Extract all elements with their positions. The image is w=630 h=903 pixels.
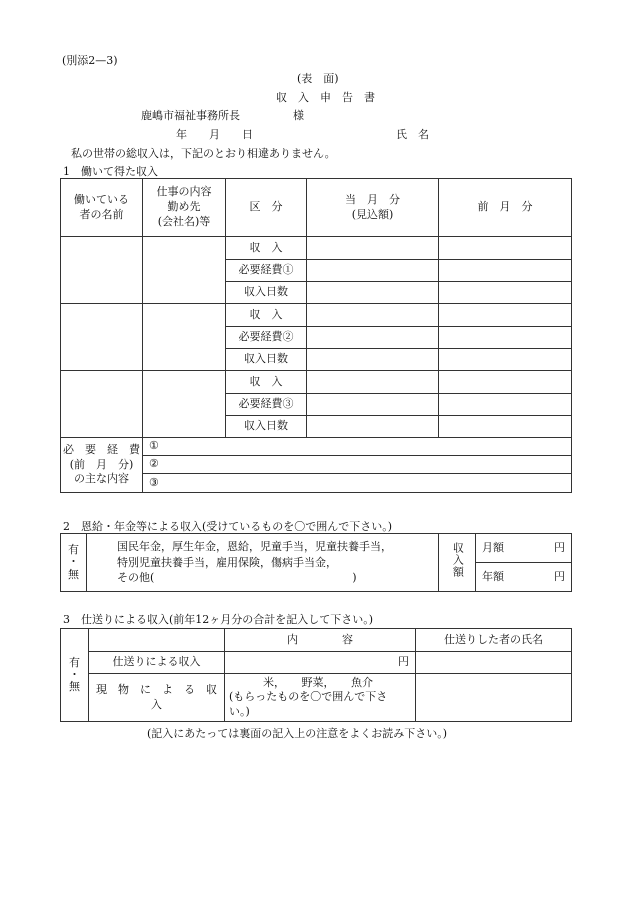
date-label: 年 月 日 [176, 128, 253, 141]
category-header: 区 分 [226, 179, 307, 237]
expense-detail-field-2[interactable]: ② [143, 456, 572, 474]
section2-heading: 2 恩給・年金等による収入(受けているものを〇で囲んで下さい。) [63, 520, 393, 533]
current-month-field[interactable] [307, 260, 439, 282]
current-month-field[interactable] [307, 282, 439, 304]
previous-month-field[interactable] [439, 371, 572, 394]
table-row [61, 674, 572, 722]
footer-note: (記入にあたっては裏面の記入上の注意をよくお読み下さい。) [147, 727, 448, 740]
table-row [61, 237, 572, 260]
income-amount-label: 収入額 [439, 534, 476, 592]
row-label-income: 収 入 [226, 371, 307, 394]
job-header: 仕事の内容 勤め先 (会社名)等 [143, 179, 226, 237]
remittance-income-label: 仕送りによる収入 [89, 652, 225, 674]
worker-name-field[interactable] [61, 237, 143, 304]
current-month-field[interactable] [307, 416, 439, 438]
previous-month-field[interactable] [439, 260, 572, 282]
table-row [61, 371, 572, 394]
in-kind-sender-field[interactable] [416, 674, 572, 722]
row-label-days: 収入日数 [226, 349, 307, 371]
row-label-expense: 必要経費① [226, 260, 307, 282]
row-label-days: 収入日数 [226, 282, 307, 304]
previous-month-field[interactable] [439, 394, 572, 416]
job-field[interactable] [143, 304, 226, 371]
section3-heading: 3 仕送りによる収入(前年12ヶ月分の合計を記入して下さい。) [63, 613, 374, 626]
sender-name-header: 仕送りした者の氏名 [416, 629, 572, 652]
row-label-expense: 必要経費② [226, 327, 307, 349]
worker-name-header: 働いている 者の名前 [61, 179, 143, 237]
content-header: 内 容 [225, 629, 416, 652]
sender-name-field[interactable] [416, 652, 572, 674]
monthly-amount-field[interactable]: 月額 円 [476, 534, 572, 563]
yes-no-selector[interactable]: 有 ・ 無 [61, 534, 87, 592]
table-row [61, 652, 572, 674]
table-row [61, 534, 572, 563]
header-row [61, 179, 572, 237]
expense-detail-field-3[interactable]: ③ [143, 474, 572, 493]
current-month-field[interactable] [307, 304, 439, 327]
form-reference: (別添2—3) [62, 54, 118, 67]
current-month-header: 当 月 分 (見込額) [307, 179, 439, 237]
declaration-text: 私の世帯の総収入は，下記のとおり相違ありません。 [71, 147, 336, 160]
job-field[interactable] [143, 371, 226, 438]
previous-month-field[interactable] [439, 416, 572, 438]
form-title: 収 入 申 告 書 [276, 91, 375, 104]
name-label: 氏 名 [396, 128, 429, 141]
current-month-field[interactable] [307, 327, 439, 349]
blank-header-cell [89, 629, 225, 652]
current-month-field[interactable] [307, 394, 439, 416]
previous-month-field[interactable] [439, 282, 572, 304]
yearly-amount-field[interactable]: 年額 円 [476, 563, 572, 592]
header-row [61, 629, 572, 652]
addressee: 鹿嶋市福祉事務所長 [141, 109, 240, 122]
pension-type-list[interactable]: 国民年金，厚生年金，恩給，児童手当，児童扶養手当， 特別児童扶養手当，雇用保険，傷病手当金， その他( ) [87, 534, 439, 592]
current-month-field[interactable] [307, 371, 439, 394]
expense-detail-label: 必 要 経 費 (前 月 分) の主な内容 [61, 438, 143, 493]
section1-heading: 1 働いて得た収入 [63, 165, 158, 178]
row-label-income: 収 入 [226, 304, 307, 327]
side-label: (表 面) [297, 72, 339, 85]
current-month-field[interactable] [307, 349, 439, 371]
previous-month-field[interactable] [439, 304, 572, 327]
remittance-income-table [60, 628, 572, 722]
expense-detail-field-1[interactable]: ① [143, 438, 572, 456]
previous-month-field[interactable] [439, 327, 572, 349]
previous-month-header: 前 月 分 [439, 179, 572, 237]
table-row [61, 438, 572, 456]
previous-month-field[interactable] [439, 349, 572, 371]
yes-no-selector[interactable]: 有 ・ 無 [61, 629, 89, 722]
row-label-days: 収入日数 [226, 416, 307, 438]
pension-income-table [60, 533, 572, 592]
previous-month-field[interactable] [439, 237, 572, 260]
table-row [61, 304, 572, 327]
addressee-honorific: 様 [293, 109, 304, 122]
row-label-income: 収 入 [226, 237, 307, 260]
in-kind-goods-field[interactable]: 米， 野菜， 魚介 (もらったものを〇で囲んで下さ い。) [225, 674, 416, 722]
remittance-amount-field[interactable]: 円 [225, 652, 416, 674]
worker-name-field[interactable] [61, 371, 143, 438]
worker-name-field[interactable] [61, 304, 143, 371]
in-kind-income-label: 現 物 に よ る 収 入 [89, 674, 225, 722]
job-field[interactable] [143, 237, 226, 304]
row-label-expense: 必要経費③ [226, 394, 307, 416]
employment-income-table [60, 178, 572, 493]
current-month-field[interactable] [307, 237, 439, 260]
